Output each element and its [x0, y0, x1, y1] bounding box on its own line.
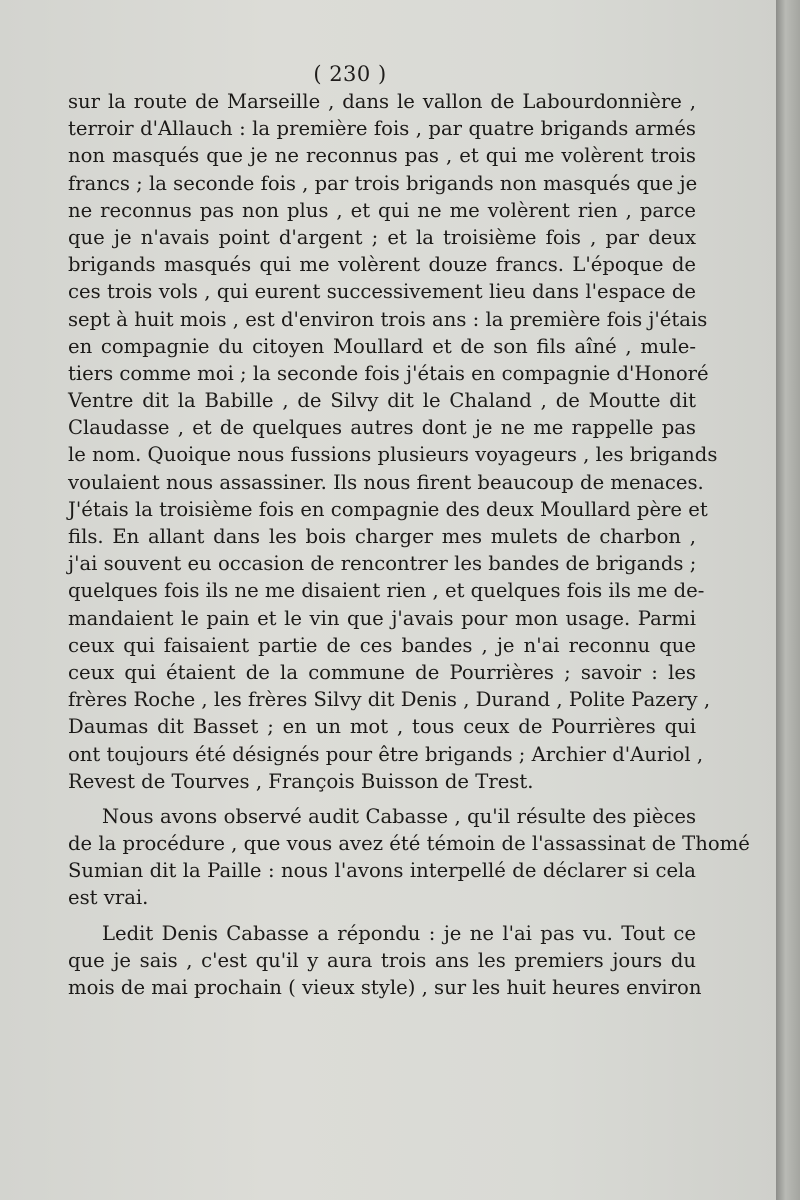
text-line: j'ai souvent eu occasion de rencontrer les bandes de brigands ;	[68, 552, 697, 576]
text-line: tiers comme moi ; la seconde fois j'étais en compagnie d'Honoré	[68, 361, 709, 385]
text-line: frères Roche , les frères Silvy dit Denis , Durand , Polite Pazery ,	[68, 688, 711, 712]
text-line: Revest de Tourves , François Buisson de Trest.	[68, 769, 534, 793]
paragraph-1	[68, 88, 718, 795]
text-line: ceux qui étaient de la commune de Pourrières ; savoir : les	[68, 660, 696, 684]
text-line: Ledit Denis Cabasse a répondu : je ne l'ai pas vu. Tout ce	[102, 921, 696, 945]
text-line: le nom. Quoique nous fussions plusieurs voyageurs , les brigands	[68, 443, 718, 467]
book-spine-edge	[776, 0, 800, 1200]
paragraph-2	[68, 803, 750, 912]
text-line: ont toujours été désignés pour être brigands ; Archier d'Auriol ,	[68, 742, 704, 766]
text-line: Sumian dit la Paille : nous l'avons interpellé de déclarer si cela	[68, 859, 696, 883]
text-line: en compagnie du citoyen Moullard et de son fils aîné , mule-	[68, 334, 696, 358]
text-line: ces trois vols , qui eurent successivement lieu dans l'espace de	[68, 280, 696, 304]
text-line: Daumas dit Basset ; en un mot , tous ceux de Pourrières qui	[68, 715, 696, 739]
text-line: francs ; la seconde fois , par trois brigands non masqués que je	[68, 171, 698, 195]
text-line: sept à huit mois , est d'environ trois ans : la première fois j'étais	[68, 307, 708, 331]
text-line: mois de mai prochain ( vieux style) , sur les huit heures environ	[68, 976, 702, 999]
paragraph-3	[68, 920, 702, 1002]
text-line: non masqués que je ne reconnus pas , et qui me volèrent trois	[68, 144, 696, 168]
text-line: ne reconnus pas non plus , et qui ne me volèrent rien , parce	[68, 198, 696, 222]
text-line: brigands masqués qui me volèrent douze francs. L'époque de	[68, 253, 696, 277]
page-number: ( 230 )	[313, 62, 387, 86]
text-line: voulaient nous assassiner. Ils nous firent beaucoup de menaces.	[68, 470, 704, 494]
text-line: ceux qui faisaient partie de ces bandes , je n'ai reconnu que	[68, 633, 696, 657]
text-line: Ventre dit la Babille , de Silvy dit le Chaland , de Moutte dit	[68, 389, 696, 413]
text-line: Nous avons observé audit Cabasse , qu'il résulte des pièces	[102, 804, 696, 828]
text-line: de la procédure , que vous avez été témoin de l'assassinat de Thomé	[68, 832, 750, 856]
text-line: est vrai.	[68, 886, 149, 910]
text-line: J'étais la troisième fois en compagnie des deux Moullard père et	[68, 497, 708, 521]
text-line: fils. En allant dans les bois charger mes mulets de charbon ,	[68, 525, 696, 548]
text-line: sur la route de Marseille , dans le vallon de Labourdonnière ,	[68, 90, 696, 113]
body-text	[68, 88, 750, 1001]
text-line: terroir d'Allauch : la première fois , par quatre brigands armés	[68, 117, 696, 141]
text-line: que je n'avais point d'argent ; et la troisième fois , par deux	[68, 225, 696, 249]
text-line: que je sais , c'est qu'il y aura trois ans les premiers jours du	[68, 948, 696, 972]
text-line: quelques fois ils ne me disaient rien , et quelques fois ils me de-	[68, 579, 705, 603]
text-line: mandaient le pain et le vin que j'avais pour mon usage. Parmi	[68, 606, 696, 630]
text-line: Claudasse , et de quelques autres dont je ne me rappelle pas	[68, 416, 696, 440]
